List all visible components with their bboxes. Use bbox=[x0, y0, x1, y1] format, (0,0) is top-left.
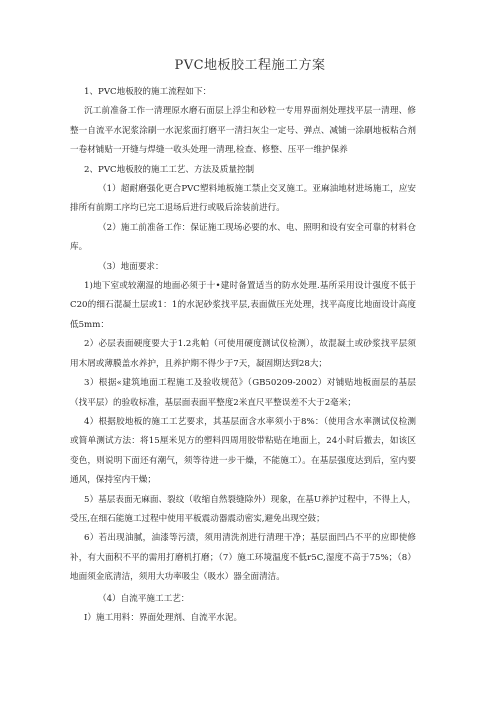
paragraph-4: （1）超耐磨强化更合PVC塑料地板施工禁止交叉施工。亚麻油地材进场施工，应安排所有前期工序均已完工退场后进行或吸后涂装前进行。 bbox=[70, 184, 416, 214]
paragraph-2: 沉工前准备工作一清理原水磨石面层上浮尘和砂粒一专用界面剂处理找平层一清理、修整一自流平水泥浆涂刷一水泥浆面打磨平一清扫灰尘一定号、弹点、减铺一涂刷地板粘合剂一卷材铺贴一开缝与焊缝一收头处理一清理,检查、修整、压平一维护保养 bbox=[70, 106, 416, 156]
paragraph-14: I）施工用料：界面处理剂、自流平水泥。 bbox=[84, 612, 243, 623]
document-title: PVC地板胶工程施工方案 bbox=[174, 58, 326, 73]
paragraph-10: 4）根据胶地板的施工工艺要求，其基层面含水率须小于8%：（使用含水率测试仪检测或简单测试方法：将15厘米见方的塑料四周用胶带粘贴在地面上，24小时后撤去，如该区变色，则说明下面还有潮气，须等待进一步干燥，不能施工）。在基层强度达到后，室内要通风，保持室内干燥； bbox=[70, 416, 416, 486]
paragraph-12: 6）若出现油腻，油漆等污渍，须用清洗剂进行清理干净；基层面凹凸不平的应即使修补，有大面积不平的需用打磨机打磨；（7）施工环境温度不低r5C,湿度不高于75%；（8）地面须金底清洁，须用大功率吸尘（吸水）器全面清洁。 bbox=[70, 533, 416, 583]
paragraph-5: （2）施工前准备工作：保证施工现场必要的水、电、照明和设有安全可靠的材料仓库。 bbox=[70, 222, 416, 253]
paragraph-3: 2、PVC地板胶的施工工艺、方法及质量控制 bbox=[84, 164, 255, 175]
paragraph-6: （3）地面要求： bbox=[98, 261, 164, 272]
paragraph-7: 1)地下室或较潮湿的地面必须于十•建时备置适当的防水处理.基所采用设计强度不低于C20的细石混凝土层或1：1的水泥砂浆找平层,表面做压光处理，找平高度比地面设计高度低5mm： bbox=[70, 281, 416, 330]
paragraph-9: 3）根据«建筑地面工程施工及验收规范》（GB50209-2002）对铺贴地板面层的基层（找平层）的验收标准，基层面表面平整度2米直尺平整误差不大于2毫米； bbox=[70, 378, 416, 408]
paragraph-13: （4）自流平施工工艺： bbox=[98, 593, 190, 604]
paragraph-8: 2）必层表面硬度要大于1.2兆帕（可使用硬度测试仪检测），故混凝土或砂浆找平层须用木屑或薄膜盖水养护，且养护期不得少于7天，凝固期达到28大； bbox=[70, 339, 416, 369]
paragraph-1: 1、PVC地板胶的施工流程如下： bbox=[84, 87, 212, 97]
paragraph-11: 5）基层表面无麻面、裂纹（收缩自然裂缝除外）现象，在基U养护过程中，不得上人，受压,在细石能施工过程中使用平板震动器震动密实,避免出现空鼓； bbox=[70, 494, 416, 524]
